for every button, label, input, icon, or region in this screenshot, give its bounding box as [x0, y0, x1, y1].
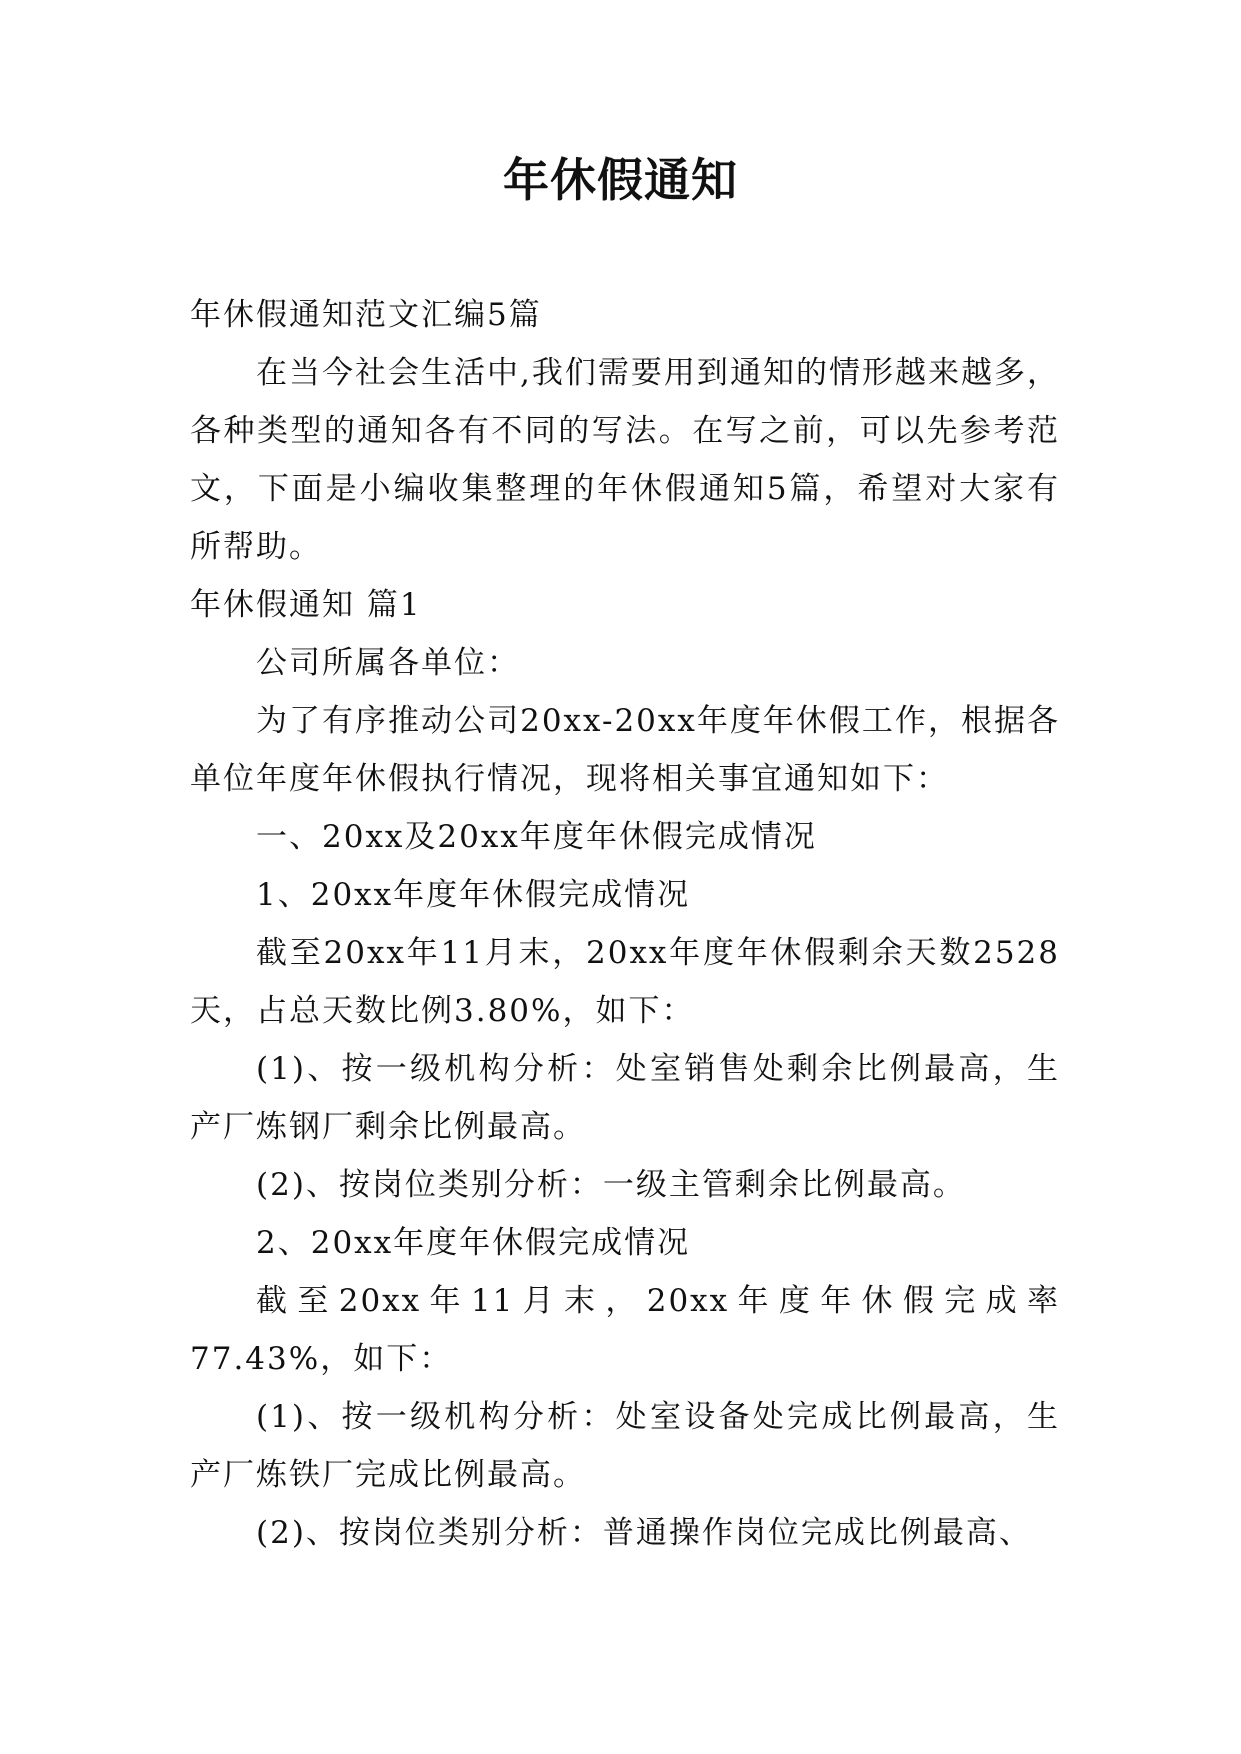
- notice-paragraph: 为了有序推动公司20xx-20xx年度年休假工作，根据各单位年度年休假执行情况，现将相关事宜通知如下：: [190, 703, 1060, 797]
- intro-paragraph: 在当今社会生活中,我们需要用到通知的情形越来越多，各种类型的通知各有不同的写法。在写之前，可以先参考范文，下面是小编收集整理的年休假通知5篇，希望对大家有所帮助。: [190, 355, 1060, 565]
- document-title: 年休假通知: [503, 153, 738, 207]
- subitem-heading-1: 1、20xx年度年休假完成情况: [256, 877, 691, 913]
- subtitle-line: 年休假通知范文汇编5篇: [190, 297, 542, 333]
- analysis-post-completion: (2)、按岗位类别分析：普通操作岗位完成比例最高、: [256, 1515, 1032, 1551]
- analysis-org-remaining: (1)、按一级机构分析：处室销售处剩余比例最高，生产厂炼钢厂剩余比例最高。: [190, 1051, 1060, 1145]
- document-body: [190, 286, 1060, 1562]
- analysis-org-completion: (1)、按一级机构分析：处室设备处完成比例最高，生产厂炼铁厂完成比例最高。: [190, 1399, 1060, 1493]
- completion-rate-paragraph: 截至20xx年11月末，20xx年度年休假完成率77.43%，如下：: [190, 1283, 1060, 1377]
- item-heading-1: 一、20xx及20xx年度年休假完成情况: [256, 819, 817, 855]
- salutation: 公司所属各单位：: [256, 645, 520, 681]
- remaining-days-paragraph: 截至20xx年11月末，20xx年度年休假剩余天数2528天，占总天数比例3.80%，如下：: [190, 935, 1060, 1029]
- subitem-heading-2: 2、20xx年度年休假完成情况: [256, 1225, 691, 1261]
- analysis-post-remaining: (2)、按岗位类别分析：一级主管剩余比例最高。: [256, 1167, 966, 1203]
- section-heading-1: 年休假通知 篇1: [190, 587, 422, 623]
